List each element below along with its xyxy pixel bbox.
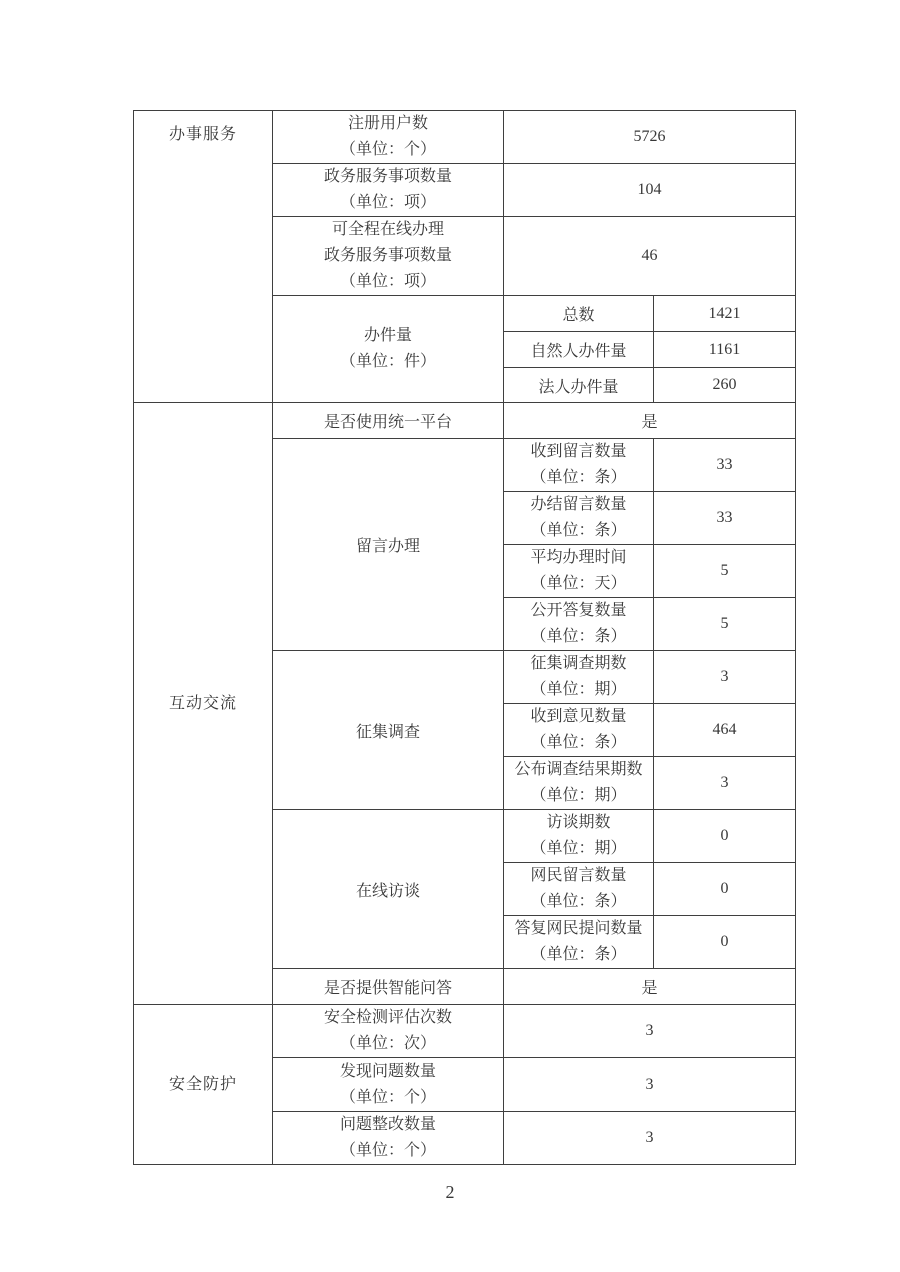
value-public-replies: 5 (654, 598, 796, 651)
metric-unit: （单位：次） (339, 1035, 436, 1052)
metric-cell-online-interview: 在线访谈 (273, 810, 504, 969)
metric-cell-security-checks (273, 1005, 504, 1058)
metric-label: 政务服务事项数量 (323, 168, 452, 185)
metric-unit: （单位：项） (339, 273, 436, 290)
sublabel-survey-periods (504, 651, 654, 704)
metric-cell-case-volume (273, 296, 504, 403)
metric-cell-message-handling: 留言办理 (273, 439, 504, 651)
metric-label: 安全检测评估次数 (323, 1009, 452, 1026)
sublabel-interview-periods (504, 810, 654, 863)
sublabel-average-time (504, 545, 654, 598)
sublabel-legal-person: 法人办件量 (504, 368, 654, 403)
value-netizen-messages: 0 (654, 863, 796, 916)
sublabel-text: 答复网民提问数量 (514, 920, 643, 937)
metric-cell-registered-users (273, 111, 504, 164)
sublabel-messages-received (504, 439, 654, 492)
page-number: 2 (445, 1182, 455, 1202)
value-legal-person: 260 (654, 368, 796, 403)
metric-cell-smart-qa: 是否提供智能问答 (273, 969, 504, 1005)
group-label-service: 办事服务 (168, 126, 237, 143)
table-row (134, 403, 796, 439)
sublabel-unit: （单位：条） (530, 469, 627, 486)
value-total: 1421 (654, 296, 796, 332)
metric-label: 发现问题数量 (339, 1062, 436, 1080)
metric-label-line2: 政务服务事项数量 (323, 247, 452, 264)
sublabel-unit: （单位：天） (530, 575, 627, 592)
sublabel-total: 总数 (504, 296, 654, 332)
metric-label: 问题整改数量 (339, 1116, 436, 1133)
sublabel-unit: （单位：条） (530, 628, 627, 645)
group-cell-service (134, 111, 273, 403)
metric-unit: （单位：件） (339, 353, 436, 370)
sublabel-natural-person: 自然人办件量 (504, 332, 654, 368)
sublabel-text: 收到留言数量 (530, 443, 627, 460)
value-unified-platform: 是 (504, 403, 796, 439)
value-results-published: 3 (654, 757, 796, 810)
sublabel-text: 征集调查期数 (530, 655, 627, 672)
value-natural-person: 1161 (654, 332, 796, 368)
value-service-items: 104 (504, 164, 796, 217)
value-messages-received: 33 (654, 439, 796, 492)
value-survey-periods: 3 (654, 651, 796, 704)
metric-unit: （单位：项） (339, 194, 436, 211)
metric-unit: （单位：个） (339, 1142, 436, 1159)
group-cell-interaction (134, 403, 273, 1005)
sublabel-text: 公布调查结果期数 (514, 761, 643, 778)
sublabel-text: 网民留言数量 (530, 867, 627, 884)
sublabel-text: 访谈期数 (546, 814, 611, 831)
group-label-interaction: 互动交流 (168, 694, 237, 712)
value-problems-found: 3 (504, 1058, 796, 1112)
sublabel-unit: （单位：条） (530, 893, 627, 910)
sublabel-questions-answered (504, 916, 654, 969)
table-row (134, 111, 796, 164)
group-label-security: 安全防护 (168, 1075, 237, 1093)
sublabel-netizen-messages (504, 863, 654, 916)
value-opinions-received: 464 (654, 704, 796, 757)
value-messages-completed: 33 (654, 492, 796, 545)
value-smart-qa: 是 (504, 969, 796, 1005)
metric-cell-problems-fixed (273, 1112, 504, 1165)
metric-cell-unified-platform: 是否使用统一平台 (273, 403, 504, 439)
annual-report-table (133, 110, 796, 1165)
sublabel-unit: （单位：条） (530, 734, 627, 751)
metric-cell-problems-found (273, 1058, 504, 1112)
sublabel-opinions-received (504, 704, 654, 757)
value-security-checks: 3 (504, 1005, 796, 1058)
value-questions-answered: 0 (654, 916, 796, 969)
group-cell-security (134, 1005, 273, 1165)
metric-unit: （单位：个） (339, 1088, 436, 1106)
sublabel-text: 收到意见数量 (530, 708, 627, 725)
sublabel-public-replies (504, 598, 654, 651)
sublabel-unit: （单位：期） (530, 840, 627, 857)
sublabel-unit: （单位：条） (530, 946, 627, 963)
metric-label-line1: 可全程在线办理 (331, 221, 444, 238)
value-average-time: 5 (654, 545, 796, 598)
metric-cell-online-items (273, 217, 504, 296)
sublabel-results-published (504, 757, 654, 810)
sublabel-text: 公开答复数量 (530, 602, 627, 619)
metric-unit: （单位：个） (339, 141, 436, 158)
sublabel-unit: （单位：期） (530, 681, 627, 698)
sublabel-unit: （单位：期） (530, 787, 627, 804)
metric-label: 注册用户数 (347, 115, 428, 132)
sublabel-text: 平均办理时间 (530, 549, 627, 566)
value-problems-fixed: 3 (504, 1112, 796, 1165)
value-interview-periods: 0 (654, 810, 796, 863)
sublabel-text: 办结留言数量 (530, 496, 627, 513)
value-online-items: 46 (504, 217, 796, 296)
sublabel-messages-completed (504, 492, 654, 545)
metric-label: 办件量 (363, 327, 412, 344)
metric-cell-survey: 征集调查 (273, 651, 504, 810)
sublabel-unit: （单位：条） (530, 522, 627, 539)
value-registered-users: 5726 (504, 111, 796, 164)
table-row (134, 1005, 796, 1058)
metric-cell-service-items (273, 164, 504, 217)
